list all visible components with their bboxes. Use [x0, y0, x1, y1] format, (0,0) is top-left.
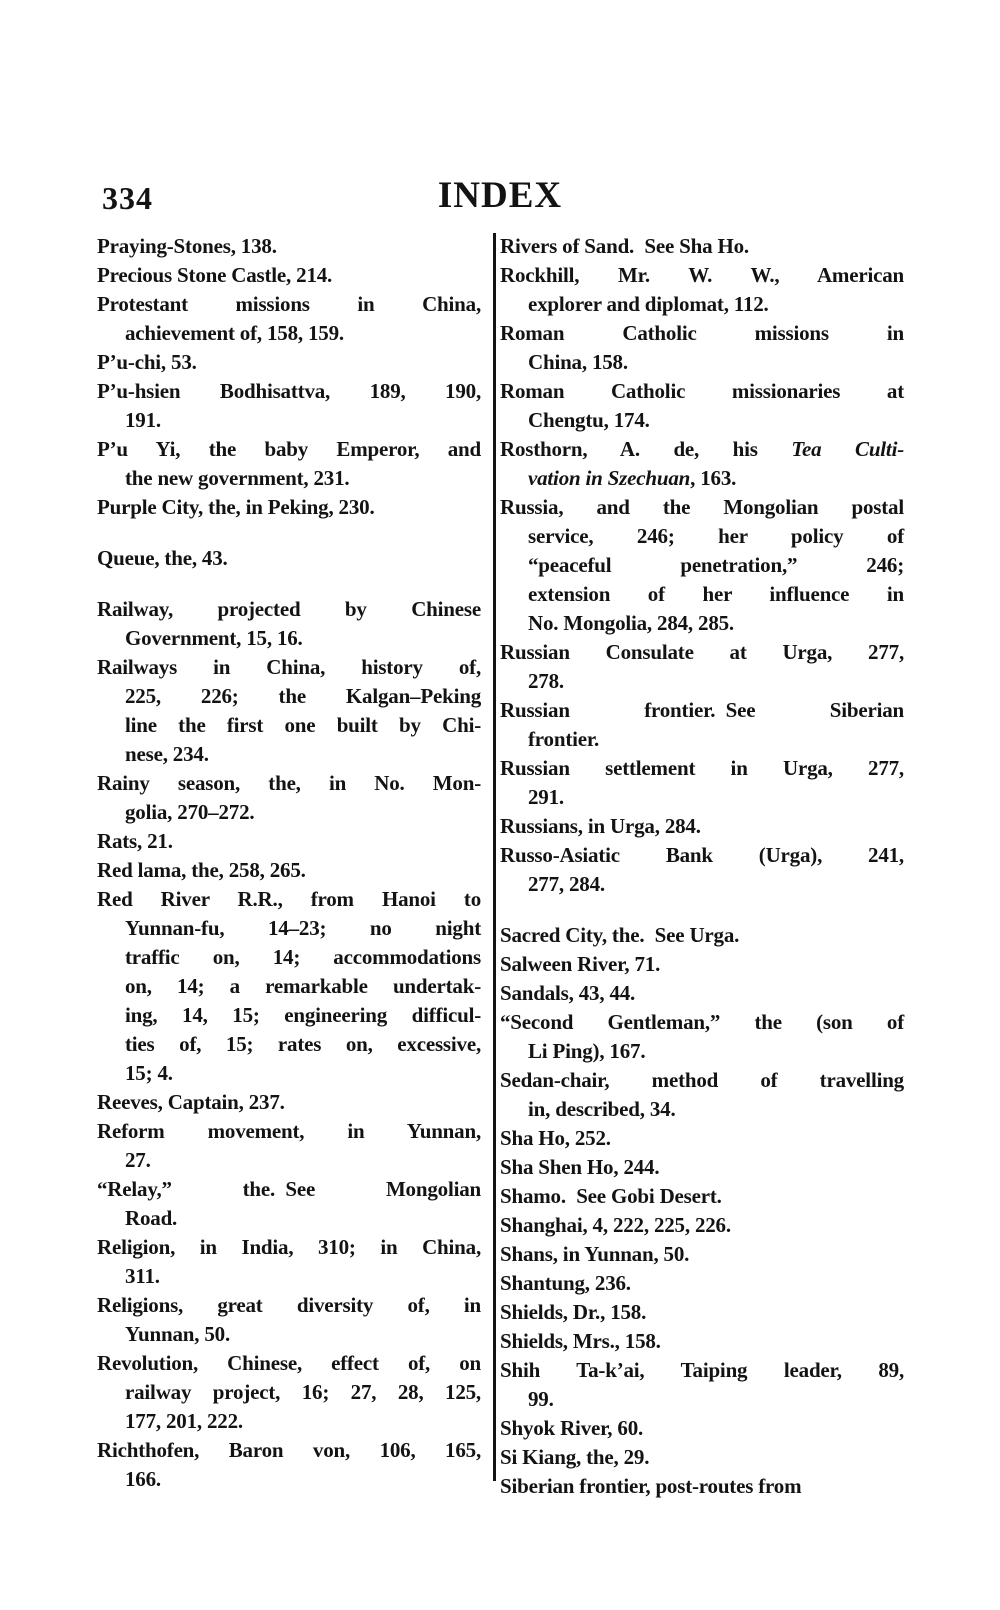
index-line: Rockhill, Mr. W. W., American	[500, 263, 904, 287]
index-entry	[97, 232, 481, 261]
index-line: P’u Yi, the baby Emperor, and	[97, 437, 481, 461]
index-line: No. Mongolia, 284, 285.	[528, 611, 734, 635]
index-line: Shanghai, 4, 222, 225, 226.	[500, 1213, 731, 1237]
index-line: Railways in China, history of,	[97, 655, 481, 679]
index-entry	[97, 1117, 481, 1175]
index-line: Government, 15, 16.	[125, 626, 303, 650]
page-number: 334	[102, 180, 153, 216]
index-line: Russian frontier. See Siberian	[500, 698, 904, 722]
index-line: Shyok River, 60.	[500, 1416, 644, 1440]
index-line: P’u-chi, 53.	[97, 350, 197, 374]
index-column-left	[97, 232, 481, 1494]
index-line: Railway, projected by Chinese	[97, 597, 481, 621]
index-entry	[500, 232, 904, 261]
index-line: Rats, 21.	[97, 829, 173, 853]
index-line: Russian Consulate at Urga, 277,	[500, 640, 904, 664]
index-entry	[500, 1414, 904, 1443]
index-line: service, 246; her policy of	[528, 524, 904, 548]
index-entry	[500, 435, 904, 493]
index-entry	[500, 1182, 904, 1211]
index-line: China, 158.	[528, 350, 628, 374]
index-line: Russians, in Urga, 284.	[500, 814, 701, 838]
index-entry	[500, 1327, 904, 1356]
index-line: Yunnan-fu, 14–23; no night	[125, 916, 481, 940]
index-entry	[500, 979, 904, 1008]
index-line: Shields, Mrs., 158.	[500, 1329, 661, 1353]
index-line: 191.	[125, 408, 161, 432]
index-line: Road.	[125, 1206, 178, 1230]
index-line: 27.	[125, 1148, 151, 1172]
index-line: traffic on, 14; accommodations	[125, 945, 481, 969]
index-entry	[97, 1349, 481, 1436]
index-line: frontier.	[528, 727, 600, 751]
index-line: the new government, 231.	[125, 466, 350, 490]
index-entry	[500, 1240, 904, 1269]
index-column-right	[500, 232, 904, 1501]
index-entry	[500, 921, 904, 950]
index-line: Sha Shen Ho, 244.	[500, 1155, 660, 1179]
index-line: Red lama, the, 258, 265.	[97, 858, 306, 882]
index-entry	[97, 493, 481, 522]
index-line: extension of her influence in	[528, 582, 904, 606]
index-entry	[97, 377, 481, 435]
index-entry	[97, 1233, 481, 1291]
index-entry	[500, 261, 904, 319]
index-entry	[500, 493, 904, 638]
index-line: Siberian frontier, post-routes from	[500, 1474, 802, 1498]
index-line: 277, 284.	[528, 872, 605, 896]
index-entry	[97, 885, 481, 1088]
index-line: Reeves, Captain, 237.	[97, 1090, 285, 1114]
index-line: achievement of, 158, 159.	[125, 321, 344, 345]
index-entry	[500, 950, 904, 979]
index-line: golia, 270–272.	[125, 800, 255, 824]
index-line: Russian settlement in Urga, 277,	[500, 756, 904, 780]
index-entry	[500, 1472, 904, 1501]
index-entry	[97, 1436, 481, 1494]
index-line: Rivers of Sand. See Sha Ho.	[500, 234, 749, 258]
index-entry	[500, 754, 904, 812]
index-line: Revolution, Chinese, effect of, on	[97, 1351, 481, 1375]
index-line: Roman Catholic missions in	[500, 321, 904, 345]
index-entry	[500, 812, 904, 841]
index-line: Richthofen, Baron von, 106, 165,	[97, 1438, 481, 1462]
index-line: Li Ping), 167.	[528, 1039, 646, 1063]
index-entry	[97, 1175, 481, 1233]
index-line: 225, 226; the Kalgan–Peking	[125, 684, 481, 708]
index-line: Shans, in Yunnan, 50.	[500, 1242, 690, 1266]
index-line: Precious Stone Castle, 214.	[97, 263, 333, 287]
index-line: Sedan-chair, method of travelling	[500, 1068, 904, 1092]
index-line: Russia, and the Mongolian postal	[500, 495, 904, 519]
index-entry	[97, 348, 481, 377]
index-entry	[500, 638, 904, 696]
index-line: Religion, in India, 310; in China,	[97, 1235, 481, 1259]
index-line: line the first one built by Chi-	[125, 713, 481, 737]
index-entry	[500, 1008, 904, 1066]
index-line: ing, 14, 15; engineering difficul-	[125, 1003, 481, 1027]
index-line: Shantung, 236.	[500, 1271, 631, 1295]
index-entry	[97, 769, 481, 827]
index-line: nese, 234.	[125, 742, 209, 766]
index-line: 291.	[528, 785, 564, 809]
index-line: in, described, 34.	[528, 1097, 676, 1121]
index-entry	[500, 1356, 904, 1414]
index-line: Si Kiang, the, 29.	[500, 1445, 650, 1469]
index-line: 15; 4.	[125, 1061, 173, 1085]
index-entry	[97, 1291, 481, 1349]
index-entry	[97, 435, 481, 493]
index-entry	[500, 1269, 904, 1298]
index-line: 177, 201, 222.	[125, 1409, 243, 1433]
index-line: Yunnan, 50.	[125, 1322, 231, 1346]
index-line: Rainy season, the, in No. Mon-	[97, 771, 481, 795]
index-entry	[500, 319, 904, 377]
column-divider	[493, 233, 496, 1481]
index-line: Reform movement, in Yunnan,	[97, 1119, 481, 1143]
index-entry	[97, 595, 481, 653]
index-line: 99.	[528, 1387, 554, 1411]
index-line: Chengtu, 174.	[528, 408, 650, 432]
index-line: Roman Catholic missionaries at	[500, 379, 904, 403]
index-line: Red River R.R., from Hanoi to	[97, 887, 481, 911]
index-entry	[500, 1153, 904, 1182]
index-line: Salween River, 71.	[500, 952, 661, 976]
index-line: ties of, 15; rates on, excessive,	[125, 1032, 481, 1056]
index-entry	[97, 261, 481, 290]
index-entry	[500, 1066, 904, 1124]
index-line: 166.	[125, 1467, 161, 1491]
index-line: P’u-hsien Bodhisattva, 189, 190,	[97, 379, 481, 403]
index-entry	[500, 1211, 904, 1240]
index-line: Protestant missions in China,	[97, 292, 481, 316]
index-entry	[500, 1124, 904, 1153]
index-line: vation in Szechuan, 163.	[528, 466, 737, 490]
index-line: railway project, 16; 27, 28, 125,	[125, 1380, 481, 1404]
index-line: “peaceful penetration,” 246;	[528, 553, 904, 577]
index-entry	[97, 827, 481, 856]
index-entry	[500, 696, 904, 754]
index-line: Rosthorn, A. de, his Tea Culti-	[500, 437, 904, 461]
index-line: Russo-Asiatic Bank (Urga), 241,	[500, 843, 904, 867]
index-line: “Second Gentleman,” the (son of	[500, 1010, 904, 1034]
index-line: Praying-Stones, 138.	[97, 234, 277, 258]
index-line: Queue, the, 43.	[97, 546, 228, 570]
index-line: Purple City, the, in Peking, 230.	[97, 495, 375, 519]
index-line: Religions, great diversity of, in	[97, 1293, 481, 1317]
index-line: on, 14; a remarkable undertak-	[125, 974, 481, 998]
index-line: 278.	[528, 669, 564, 693]
index-line: Shields, Dr., 158.	[500, 1300, 647, 1324]
index-line: explorer and diplomat, 112.	[528, 292, 769, 316]
index-entry	[97, 544, 481, 573]
index-line: Sacred City, the. See Urga.	[500, 923, 740, 947]
page-title: INDEX	[437, 175, 563, 216]
index-entry	[97, 1088, 481, 1117]
index-line: “Relay,” the. See Mongolian	[97, 1177, 481, 1201]
index-entry	[97, 653, 481, 769]
index-line: Sandals, 43, 44.	[500, 981, 636, 1005]
index-line: Sha Ho, 252.	[500, 1126, 611, 1150]
index-entry	[97, 856, 481, 885]
index-line: Shamo. See Gobi Desert.	[500, 1184, 722, 1208]
index-line: 311.	[125, 1264, 160, 1288]
index-entry	[500, 1298, 904, 1327]
index-entry	[500, 1443, 904, 1472]
index-entry	[500, 841, 904, 899]
index-entry	[97, 290, 481, 348]
index-line: Shih Ta-k’ai, Taiping leader, 89,	[500, 1358, 904, 1382]
index-entry	[500, 377, 904, 435]
